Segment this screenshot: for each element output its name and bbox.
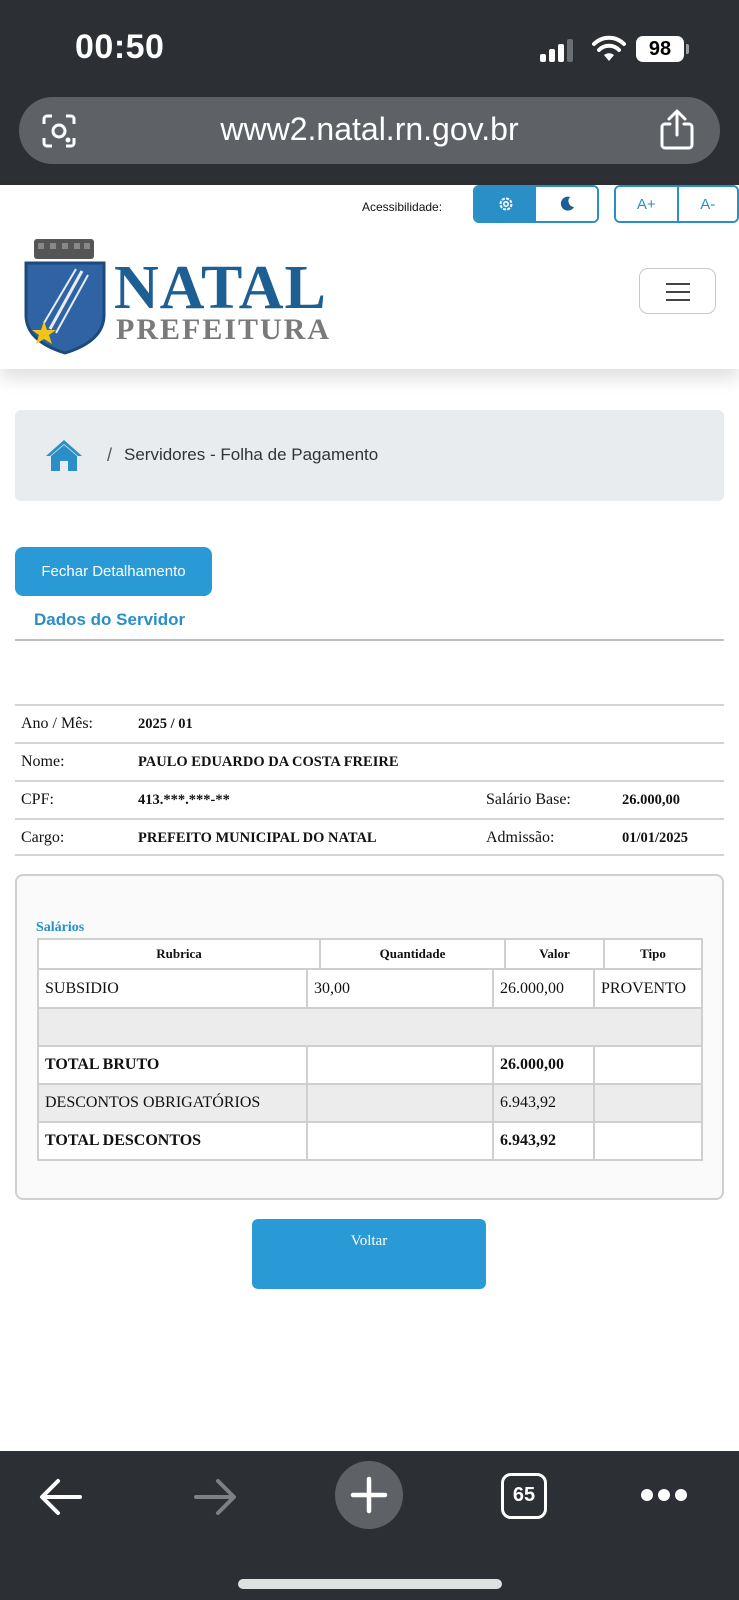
cell-valor: 6.943,92 (494, 1085, 595, 1121)
info-row-ano-mes (15, 704, 724, 742)
wifi-icon (592, 35, 626, 63)
cell-rubrica: TOTAL DESCONTOS (39, 1123, 308, 1159)
cell-quantidade (308, 1123, 494, 1159)
cell-quantidade: 30,00 (308, 970, 494, 1007)
back-arrow-icon[interactable] (38, 1476, 84, 1518)
column-header-quantidade: Quantidade (321, 940, 506, 968)
accessibility-label: Acessibilidade: (362, 200, 443, 214)
battery-tip (686, 44, 689, 54)
cell-quantidade (308, 1085, 494, 1121)
font-size-group (614, 185, 739, 223)
table-spacer-row (39, 1007, 701, 1045)
column-header-valor: Valor (506, 940, 605, 968)
admissao-value: 01/01/2025 (622, 830, 689, 846)
battery-indicator: 98 (636, 36, 684, 62)
status-bar (0, 0, 739, 90)
hamburger-icon (666, 283, 690, 285)
url-text[interactable]: www2.natal.rn.gov.br (220, 111, 519, 147)
salary-table-body (37, 970, 703, 1161)
home-icon[interactable] (45, 438, 83, 472)
settings-gear-icon (497, 195, 515, 213)
clock: 00:50 (75, 28, 165, 66)
salary-title: Salários (36, 920, 85, 935)
breadcrumb-current: Servidores - Folha de Pagamento (124, 445, 379, 464)
accessibility-toggle-group (473, 185, 599, 223)
salario-base-label: Salário Base: (486, 791, 571, 808)
browser-address-area (0, 90, 739, 185)
moon-icon (558, 195, 576, 213)
menu-toggle-button[interactable] (639, 268, 716, 314)
home-indicator (238, 1579, 502, 1589)
cell-rubrica: TOTAL BRUTO (39, 1047, 308, 1083)
font-decrease-button[interactable]: A- (677, 187, 738, 221)
back-button[interactable]: Voltar (252, 1219, 486, 1289)
tab-switcher-button[interactable]: 65 (501, 1473, 547, 1519)
plus-icon (335, 1461, 403, 1529)
salary-table-header (37, 938, 703, 970)
breadcrumb-separator: / (107, 445, 113, 465)
cell-rubrica: DESCONTOS OBRIGATÓRIOS (39, 1085, 308, 1121)
info-row-nome (15, 742, 724, 780)
contrast-button[interactable] (475, 187, 536, 221)
site-header (0, 185, 739, 369)
forward-arrow-icon[interactable] (192, 1476, 238, 1518)
column-header-rubrica: Rubrica (39, 940, 321, 968)
nome-label: Nome: (21, 753, 65, 770)
info-row-cargo (15, 818, 724, 856)
cellular-signal-icon (540, 38, 576, 62)
table-row (39, 970, 701, 1007)
cell-valor: 26.000,00 (494, 970, 595, 1007)
address-bar[interactable] (19, 97, 720, 164)
cell-valor: 6.943,92 (494, 1123, 595, 1159)
cargo-label: Cargo: (21, 829, 65, 846)
close-detail-button[interactable]: Fechar Detalhamento (15, 547, 212, 596)
nome-value: PAULO EDUARDO DA COSTA FREIRE (138, 754, 399, 770)
section-title: Dados do Servidor (34, 610, 186, 629)
browser-toolbar (0, 1451, 739, 1600)
spacer-cell (39, 1009, 701, 1045)
salario-base-value: 26.000,00 (622, 792, 680, 808)
ano-mes-value: 2025 / 01 (138, 716, 193, 732)
cell-quantidade (308, 1047, 494, 1083)
breadcrumb (15, 410, 724, 501)
salary-card (15, 874, 724, 1200)
city-crest-icon (22, 237, 108, 359)
cell-tipo: PROVENTO (601, 979, 687, 997)
cpf-label: CPF: (21, 791, 54, 808)
cell-rubrica: SUBSIDIO (39, 970, 308, 1007)
natal-logo[interactable] (22, 237, 332, 359)
share-icon[interactable] (659, 109, 695, 151)
cell-valor: 26.000,00 (494, 1047, 595, 1083)
logo-subtitle: PREFEITURA (116, 313, 332, 346)
cell-tipo (595, 1047, 701, 1083)
hamburger-icon (666, 299, 690, 301)
font-increase-button[interactable]: A+ (616, 187, 677, 221)
column-header-tipo: Tipo (640, 946, 666, 961)
cell-tipo (595, 1085, 701, 1121)
ano-mes-label: Ano / Mês: (21, 715, 93, 732)
dark-mode-button[interactable] (536, 187, 597, 221)
table-row (39, 1045, 701, 1083)
servidor-info-table (15, 704, 724, 856)
new-tab-button[interactable] (335, 1461, 403, 1529)
section-divider (15, 639, 724, 641)
hamburger-icon (666, 291, 690, 293)
table-row (39, 1083, 701, 1121)
cell-tipo (595, 1123, 701, 1159)
admissao-label: Admissão: (486, 829, 555, 846)
logo-title: NATAL (114, 254, 327, 322)
cargo-value: PREFEITO MUNICIPAL DO NATAL (138, 830, 377, 846)
cpf-value: 413.***.***-** (138, 792, 230, 808)
table-row (39, 1121, 701, 1159)
more-menu-icon[interactable] (641, 1489, 687, 1503)
info-row-cpf (15, 780, 724, 818)
